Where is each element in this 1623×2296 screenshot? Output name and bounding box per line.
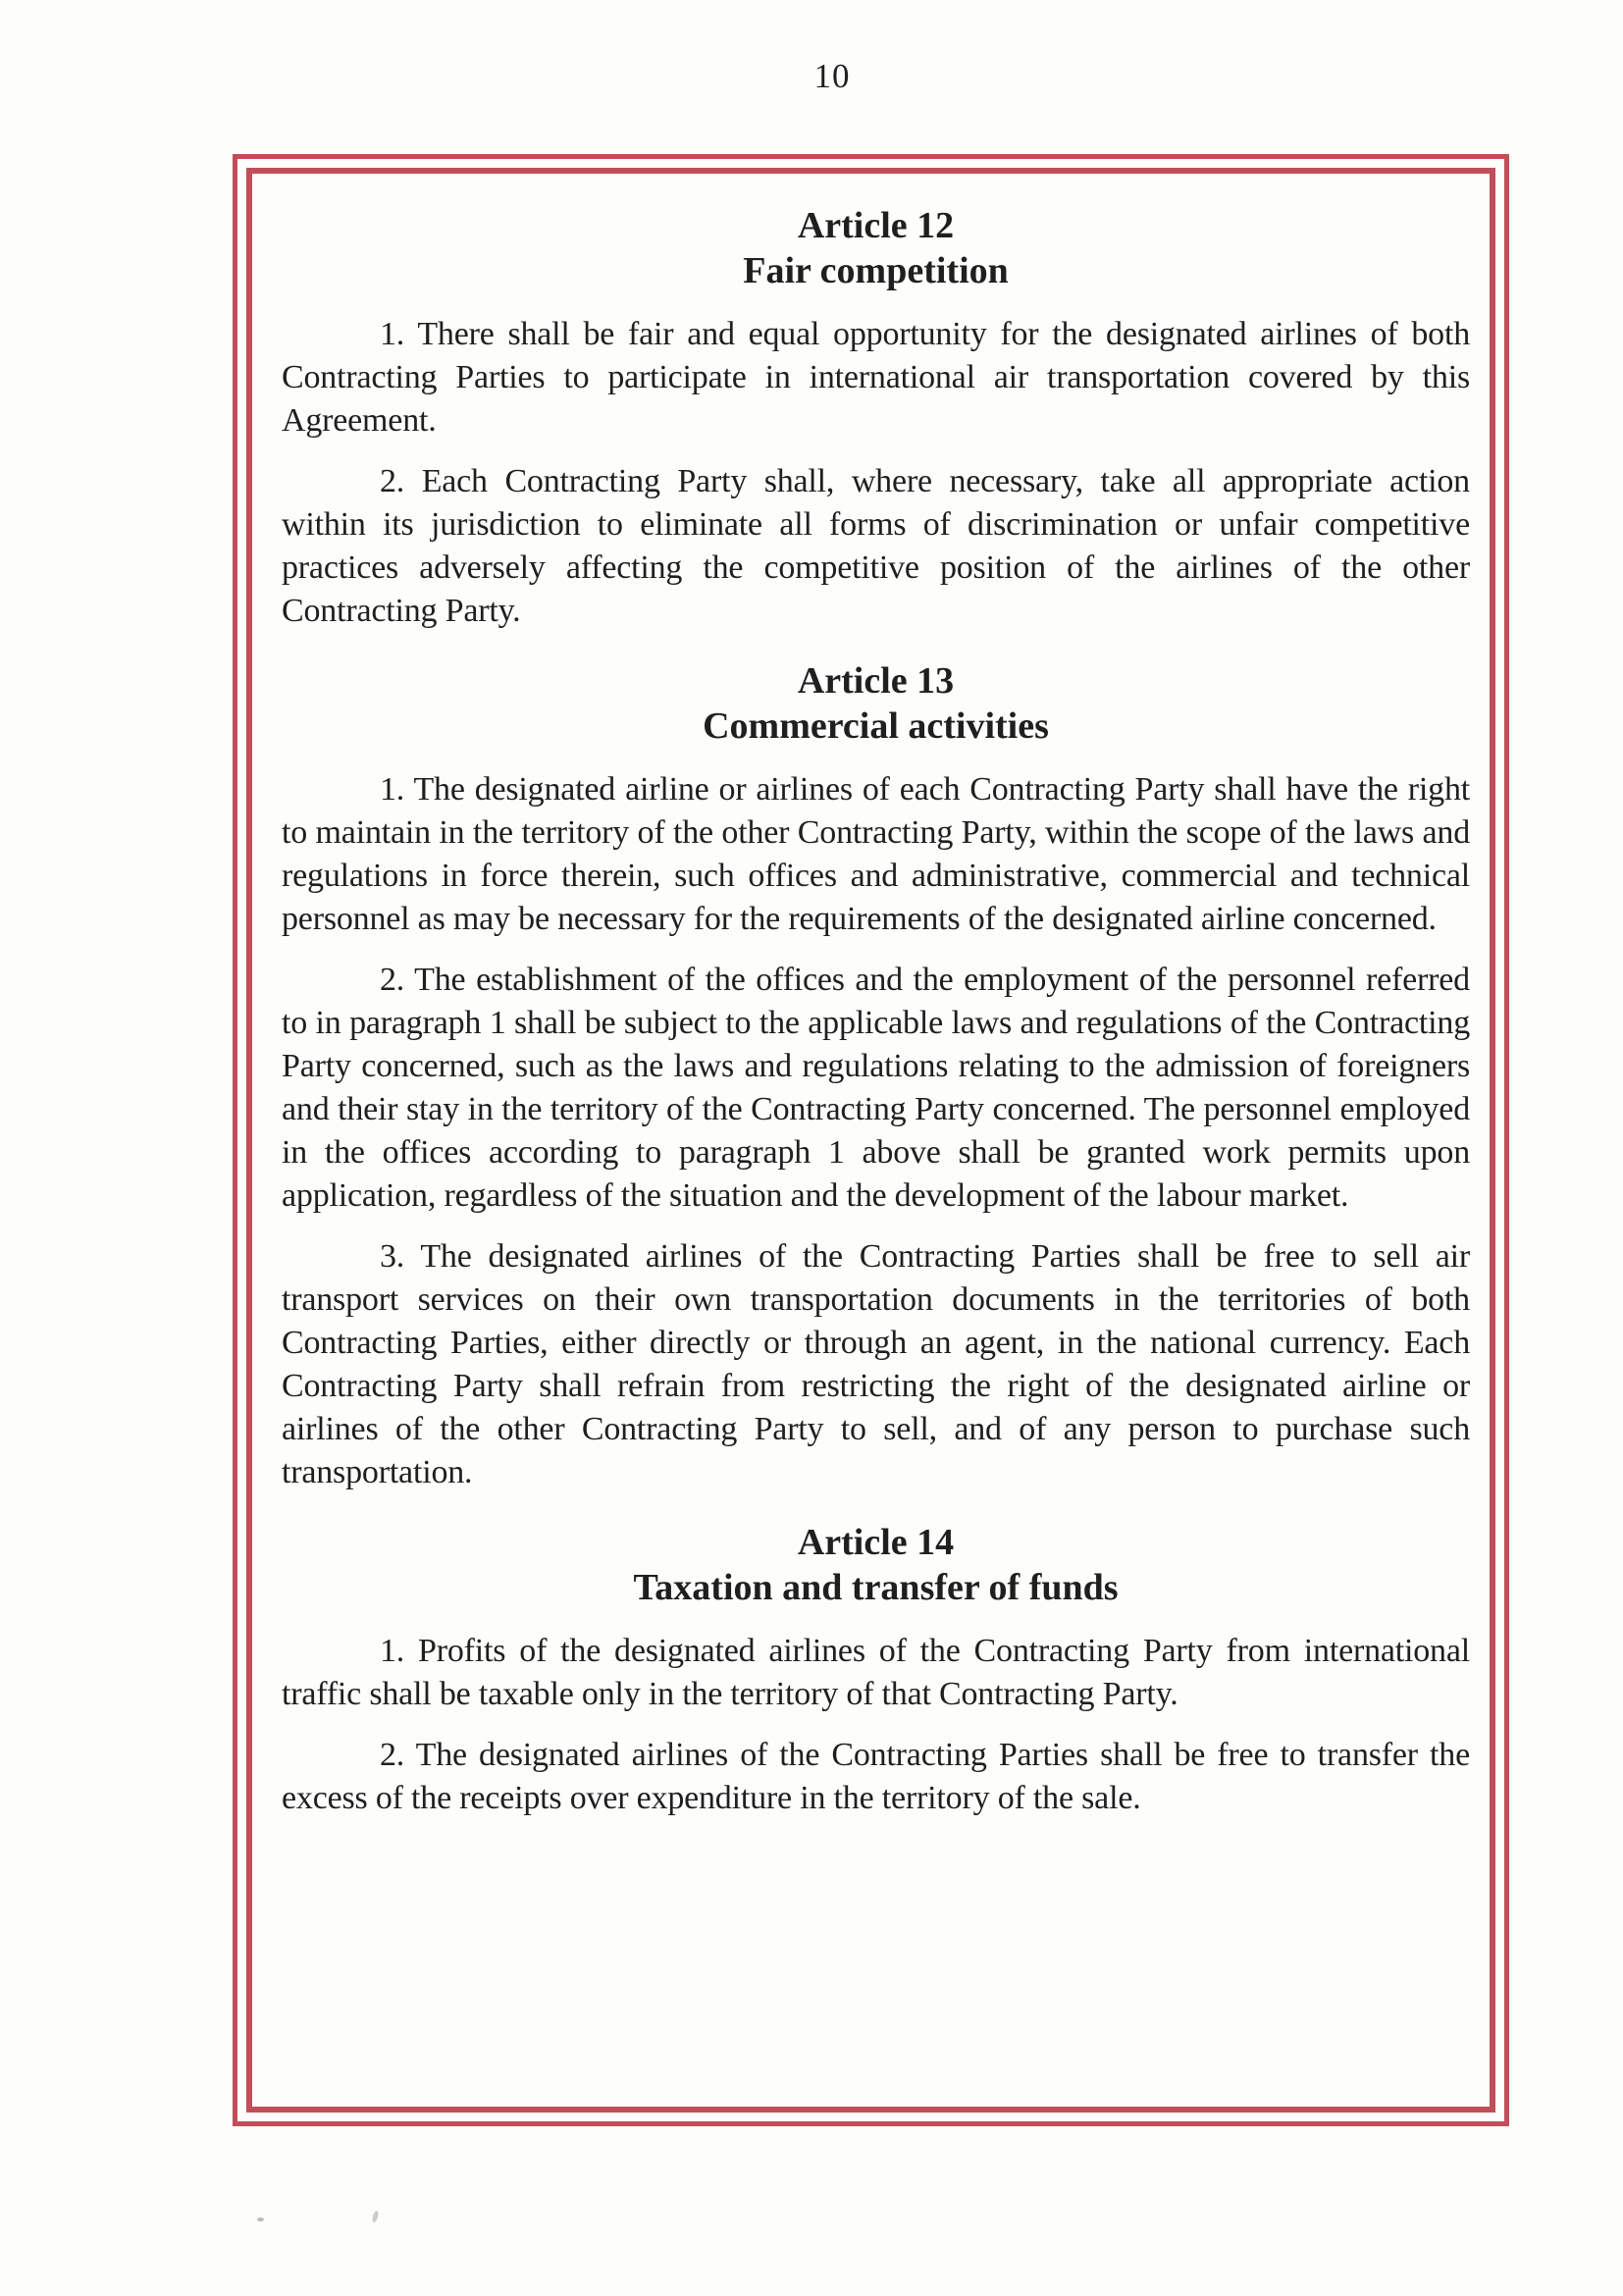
decorative-frame-outer — [233, 154, 1509, 2126]
article-14-subtitle: Taxation and transfer of funds — [633, 1567, 1119, 1608]
page-number: 10 — [813, 57, 851, 95]
article-14-paragraph-2: 2. The designated airlines of the Contracting Parties shall be free to transfer the excess of the receipts over expenditure in the territory of the sale. — [282, 1737, 1470, 1816]
article-13-paragraph-2: 2. The establishment of the offices and the employment of the personnel referred to in paragraph 1 shall be subject to the applicable laws and regulations of the Contracting Party concerned, such as the laws and regulations relating to the admission of foreigners and their stay in the territory of the Contracting Party concerned. The personnel employed in the offices according to paragraph 1 above shall be granted work permits upon application, regardless of the situation and the development of the labour market. — [282, 962, 1470, 1214]
article-13 — [282, 658, 1470, 1494]
article-14-heading-group — [282, 1520, 1470, 1610]
scan-artifact-speck — [257, 2218, 264, 2221]
document-body — [252, 174, 1490, 2107]
article-13-heading-group — [282, 658, 1470, 749]
article-14 — [282, 1520, 1470, 1820]
article-13-paragraph-1: 1. The designated airline or airlines of each Contracting Party shall have the right to maintain in the territory of the other Contracting Party, within the scope of the laws and regulations in force therein, such offices and administrative, commercial and technical personnel as may be necessary for the requirements of the designated airline concerned. — [282, 771, 1470, 937]
article-12 — [282, 203, 1470, 633]
article-12-title: Article 12 — [797, 205, 955, 246]
article-12-subtitle: Fair competition — [743, 250, 1009, 291]
article-12-heading-group — [282, 203, 1470, 293]
decorative-frame-inner — [246, 168, 1495, 2113]
article-12-paragraph-1: 1. There shall be fair and equal opportunity for the designated airlines of both Contracting Parties to participate in international air transportation covered by this Agreement. — [282, 316, 1470, 439]
article-14-paragraph-1: 1. Profits of the designated airlines of the Contracting Party from international traffic shall be taxable only in the territory of that Contracting Party. — [282, 1633, 1470, 1712]
article-13-title: Article 13 — [797, 660, 955, 702]
article-12-paragraph-2: 2. Each Contracting Party shall, where necessary, take all appropriate action within its jurisdiction to eliminate all forms of discrimination or unfair competitive practices adversely affecting the competitive position of the airlines of the other Contracting Party. — [282, 463, 1470, 629]
scan-artifact-speck — [372, 2211, 380, 2223]
article-13-subtitle: Commercial activities — [703, 705, 1049, 747]
article-13-paragraph-3: 3. The designated airlines of the Contracting Parties shall be free to sell air transport services on their own transportation documents in the territories of both Contracting Parties, either directly or through an agent, in the national currency. Each Contracting Party shall refrain from restricting the right of the designated airline or airlines of the other Contracting Party to sell, and of any person to purchase such transportation. — [282, 1238, 1470, 1490]
article-14-title: Article 14 — [797, 1522, 955, 1563]
